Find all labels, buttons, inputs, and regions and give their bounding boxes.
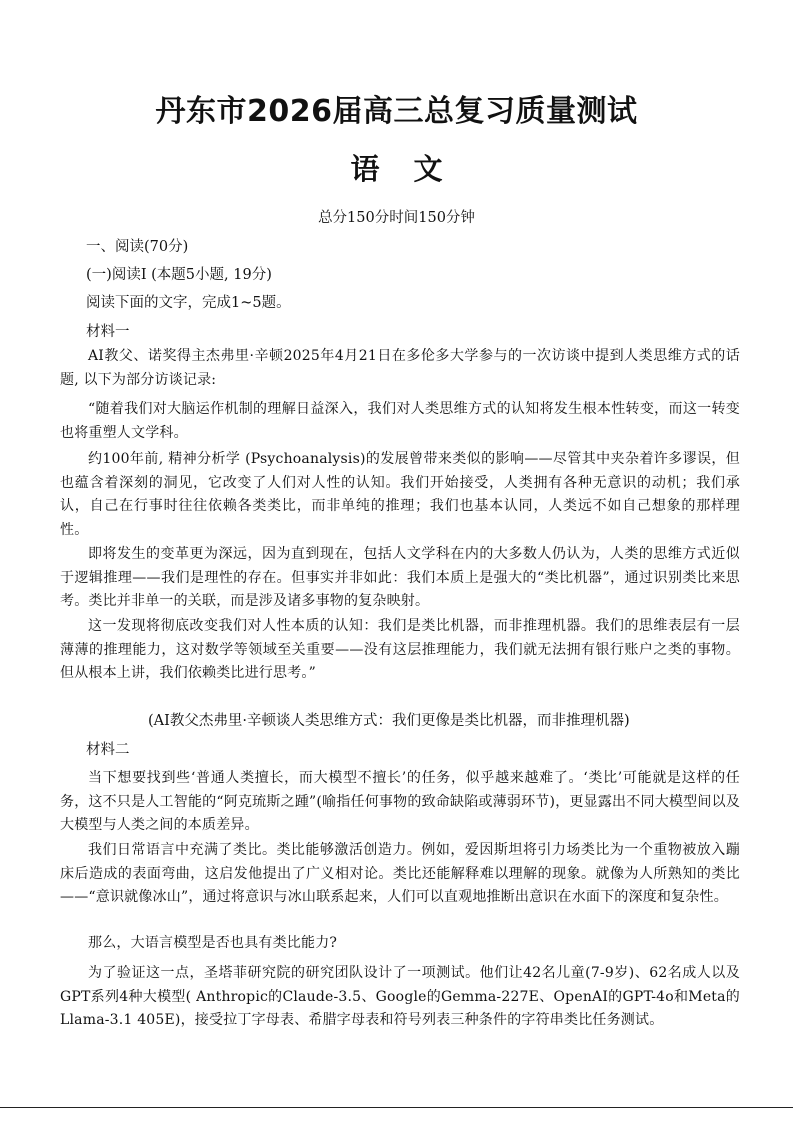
material-1-source-caption: (AI教父杰弗里·辛顿谈人类思维方式：我们更像是类比机器，而非推理机器) [148, 713, 630, 729]
page-bottom-rule [0, 1107, 793, 1108]
instruction: 阅读下面的文字，完成1~5题。 [86, 295, 291, 311]
material-1-label: 材料一 [86, 324, 130, 340]
material-1-paragraph-2: “随着我们对大脑运作机制的理解日益深入，我们对人类思维方式的认知将发生根本性转变，而这一转变也将重塑人文学科。 [60, 401, 740, 441]
exam-meta: 总分150分时间150分钟 [318, 210, 475, 226]
part-heading: 一、阅读(70分) [86, 239, 189, 255]
material-1-paragraph-1: AI教父、诺奖得主杰弗里·辛顿2025年4月21日在多伦多大学参与的一次访谈中提到人类思维方式的话题, 以下为部分访谈记录: [60, 348, 740, 388]
material-1-paragraph-3: 约100年前, 精神分析学 (Psychoanalysis)的发展曾带来类似的影响——尽管其中夹杂着许多谬误，但也蕴含着深刻的洞见，它改变了人们对人性的认知。我们开始接受，人类拥有各种无意识的动机；我们承认，自己在行事时往往依赖各类类比，而非单纯的推理；我们也基本认同，人类远不如自己想象的那样理性。 [60, 451, 740, 538]
exam-title: 丹东市2026届高三总复习质量测试 [155, 94, 638, 129]
material-2-label: 材料二 [86, 742, 130, 758]
material-1-paragraph-5: 这一发现将彻底改变我们对人性本质的认知：我们是类比机器，而非推理机器。我们的思维表层有一层薄薄的推理能力，这对数学等领域至关重要——没有这层推理能力，我们就无法拥有银行账户之类的事物。但从根本上讲，我们依赖类比进行思考。” [60, 618, 740, 681]
subject-char-1: 语 [350, 152, 380, 186]
material-2-paragraph-1: 当下想要找到些‘普通人类擅长，而大模型不擅长’的任务，似乎越来越难了。‘类比’可能就是这样的任务，这不只是人工智能的“阿克琉斯之踵”(喻指任何事物的致命缺陷或薄弱环节)，更显露出不同大模型间以及大模型与人类之间的本质差异。 [60, 770, 740, 833]
material-2-paragraph-4: 为了验证这一点，圣塔菲研究院的研究团队设计了一项测试。他们让42名儿童(7-9岁)、62名成人以及GPT系列4种大模型( Anthropic的Claude-3.5、Google的Gemma-227E、OpenAI的GPT-4o和Meta的Llama-3.1 405E)，接受拉丁字母表、希腊字母表和符号列表三种条件的字符串类比任务测试。 [60, 965, 740, 1028]
material-1-paragraph-4: 即将发生的变革更为深远，因为直到现在，包括人文学科在内的大多数人仍认为，人类的思维方式近似于逻辑推理——我们是理性的存在。但事实并非如此：我们本质上是强大的“类比机器”，通过识别类比来思考。类比并非单一的关联，而是涉及诸多事物的复杂映射。 [60, 546, 740, 609]
subpart-heading: (一)阅读Ⅰ (本题5小题, 19分) [86, 267, 272, 283]
subject-title [0, 147, 793, 188]
subject-char-2: 文 [413, 152, 443, 186]
material-2-paragraph-3: 那么，大语言模型是否也具有类比能力? [88, 935, 338, 951]
material-2-paragraph-2: 我们日常语言中充满了类比。类比能够激活创造力。例如，爱因斯坦将引力场类比为一个重物被放入蹦床后造成的表面弯曲，这启发他提出了广义相对论。类比还能解释难以理解的现象。就像为人所熟知的类比——“意识就像冰山”，通过将意识与冰山联系起来，人们可以直观地推断出意识在水面下的深度和复杂性。 [60, 842, 740, 905]
